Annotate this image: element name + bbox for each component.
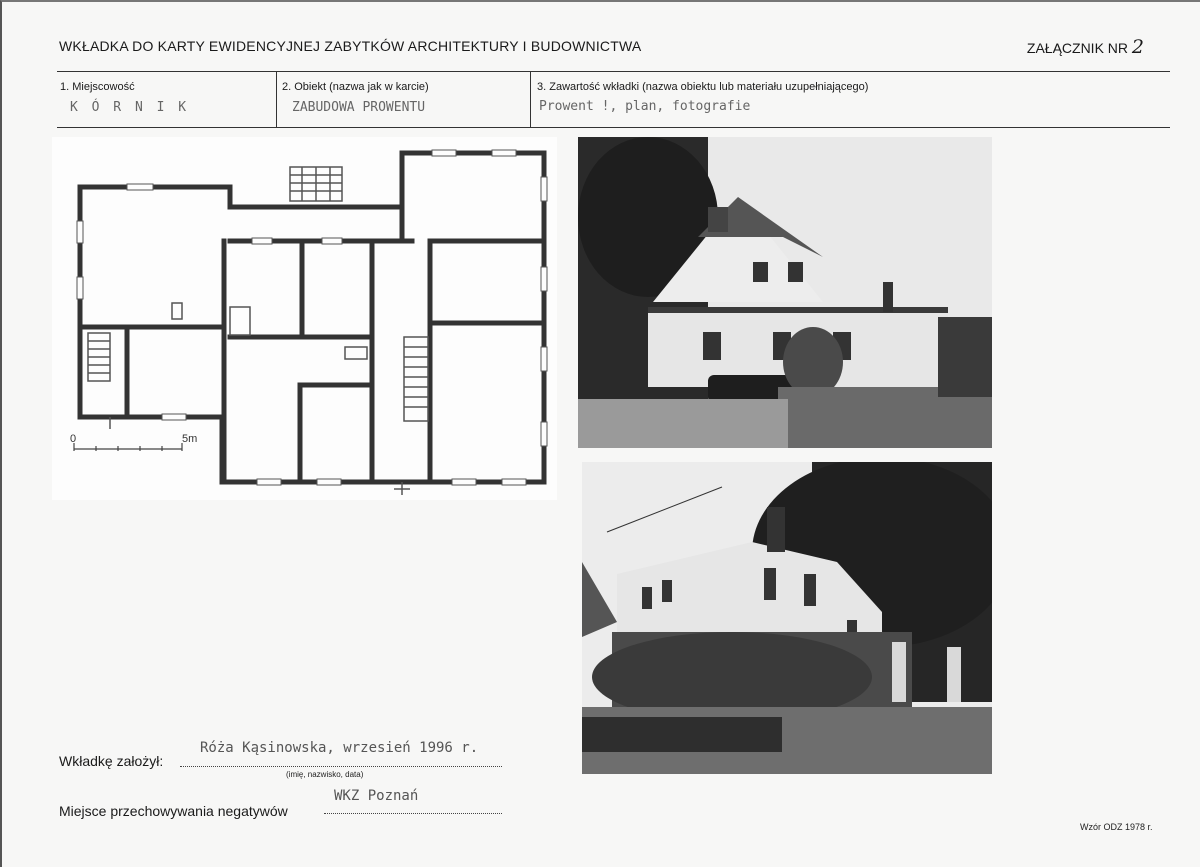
- annex-label-text: ZAŁĄCZNIK NR: [1026, 40, 1129, 56]
- card-title: WKŁADKA DO KARTY EWIDENCYJNEJ ZABYTKÓW ARCHITEKTURY I BUDOWNICTWA: [59, 38, 642, 54]
- form-code: Wzór ODZ 1978 r.: [1080, 822, 1153, 832]
- locality-label: 1. Miejscowość: [60, 81, 135, 93]
- negatives-line: [324, 812, 502, 814]
- table-top-rule: [57, 71, 1170, 72]
- annex-label: [1027, 36, 1144, 58]
- scale-start-label: 0: [70, 433, 77, 445]
- contents-value: Prowent !, plan, fotografie: [539, 99, 751, 114]
- table-divider-1: [276, 71, 277, 128]
- object-label: 2. Obiekt (nazwa jak w karcie): [282, 81, 429, 93]
- negatives-label: Miejsce przechowywania negatywów: [59, 803, 288, 819]
- photo-building-front-image: [578, 137, 992, 448]
- founded-by-label: Wkładkę założył:: [59, 753, 164, 769]
- locality-value: K Ó R N I K: [70, 100, 190, 115]
- annex-number: 2: [1131, 36, 1144, 58]
- photo-building-front: [578, 137, 992, 448]
- table-divider-2: [530, 71, 531, 128]
- founded-by-value: Róża Kąsinowska, wrzesień 1996 r.: [200, 740, 479, 756]
- object-value: ZABUDOWA PROWENTU: [292, 100, 426, 115]
- table-bottom-rule: [57, 127, 1170, 128]
- founded-by-caption: (imię, nazwisko, data): [286, 770, 364, 779]
- photo-building-side: [582, 462, 992, 774]
- scale-end-label: 5m: [182, 433, 198, 445]
- contents-label: 3. Zawartość wkładki (nazwa obiektu lub materiału uzupełniającego): [537, 81, 869, 93]
- photo-building-side-image: [582, 462, 992, 774]
- negatives-value: WKZ Poznań: [334, 788, 419, 804]
- floor-plan: [52, 137, 557, 500]
- founded-by-line: [180, 765, 502, 767]
- floor-plan-drawing: [52, 137, 557, 500]
